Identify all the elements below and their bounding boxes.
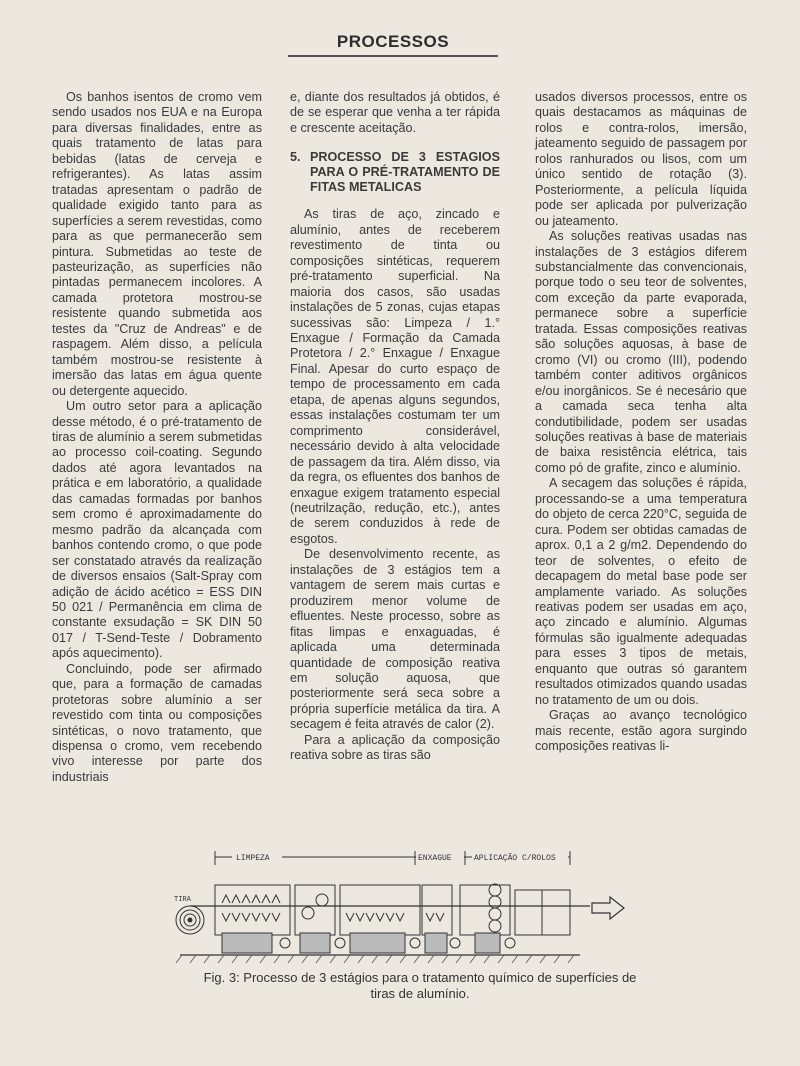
text-column-2 xyxy=(290,90,500,764)
coil-icon xyxy=(176,906,204,934)
dryer-unit xyxy=(515,890,570,935)
spray-nozzles xyxy=(222,895,280,921)
paragraph: Graças ao avanço tecnológico mais recente, estão agora surgindo composições reativas li- xyxy=(535,708,747,754)
brush-unit xyxy=(295,885,335,953)
label-aplicacao: APLICAÇÃO C/ROLOS xyxy=(474,854,556,863)
page-title: PROCESSOS xyxy=(336,32,450,51)
arrow-right-icon xyxy=(592,897,624,919)
header-divider xyxy=(288,55,498,57)
paragraph: As tiras de aço, zincado e alumínio, antes de receberem revestimento de tinta ou composições sintéticas, requerem pré-tratamento superficial. Na maioria dos casos, são usadas instalações de 5 zonas, cujas etapas sucessivas são: Limpeza / 1.° Enxague / Formação da Camada Protetora / 2.° Enxague / Enxague Final. Apesar do curto espaço de tempo de processamento em cada etapa, de apenas alguns segundos, essas instalações costumam ter um comprimento considerável, necessário devido à alta velocidade de passagem da tira. Além disso, via da regra, os efluentes dos banhos de enxague exigem tratamento especial (neutrilzação, redução, etc.), antes de serem conduzidos à rede de esgotos. xyxy=(290,207,500,546)
paragraph: e, diante dos resultados já obtidos, é de se esperar que venha a ter rápida e crescente aceitação. xyxy=(290,90,500,135)
text-column-1 xyxy=(52,90,262,785)
process-diagram xyxy=(160,845,640,975)
section-number: 5. xyxy=(290,150,301,165)
floor-hatch xyxy=(176,955,574,963)
paragraph: Um outro setor para a aplicação desse método, é o pré-tratamento de tiras de alumínio a serem submetidas ao processo coil-coating. Segundo dados até agora levantados na prática e em laboratório, a qualidade das camadas formadas por banhos sem cromo é aproximadamente do mesmo padrão da alcançada com banhos contendo cromo, o que pode ser constatado através da realização de diversos ensaios (Salt-Spray com adição de ácido acético = ESS DIN 50 021 / Permanência em clima de constante exsudação = SK DIN 50 017 / T-Send-Teste / Dobramento após aquecimento). xyxy=(52,399,262,661)
label-tira: TIRA xyxy=(174,896,191,904)
paragraph: Concluindo, pode ser afirmado que, para a formação de camadas protetoras sobre alumínio a ser revestido com tinta ou composições sintéticas, o novo tratamento, que dispensa o cromo, vem recebendo vivo interesse por parte dos industriais xyxy=(52,661,262,784)
section-heading xyxy=(290,150,500,195)
label-limpeza: LIMPEZA xyxy=(236,854,270,863)
paragraph: Para a aplicação da composição reativa sobre as tiras são xyxy=(290,732,500,763)
roller-coater xyxy=(460,884,510,953)
label-enxague: ENXAGUE xyxy=(418,854,452,863)
figure-caption: Fig. 3: Processo de 3 estágios para o tratamento químico de superfícies de tiras de alumínio. xyxy=(203,970,637,1001)
paragraph: A secagem das soluções é rápida, processando-se a uma temperatura do objeto de cerca 220°C, seguida de cura. Podem ser obtidas camadas de aprox. 0,1 a 2 g/m2. Dependendo do teor de solventes, o efeito de decapagem do metal base pode ser amplamente variado. As soluções reativas podem ser usadas em aço, aço zincado e alumínio. Algumas fórmulas são igualmente adequadas para esses 3 tipos de metais, enquanto que outras só garantem resultados otimizados quando usadas no tratamento de um ou dois. xyxy=(535,476,747,707)
paragraph: De desenvolvimento recente, as instalações de 3 estágios tem a vantagem de serem mais curtas e produzirem menor volume de efluentes. Neste processo, sobre as fitas limpas e enxaguadas, é aplicada uma determinada quantidade de composição reativa em solução aquosa, que posteriormente será seca sobre a própria superfície metálica da tira. A secagem é feita através de calor (2). xyxy=(290,547,500,732)
cleaning-tank-2 xyxy=(340,885,420,953)
rinse-tank xyxy=(422,885,452,953)
paragraph: usados diversos processos, entre os quais destacamos as máquinas de rolos e contra-rolos, imersão, jateamento seguido de passagem por rolos ranhurados ou lisos, com um único sentido de rotação (3). Posteriormente, a película líquida pode ser aplicada por pulverização ou jateamento. xyxy=(535,90,747,228)
text-column-3 xyxy=(535,90,747,754)
section-title: PROCESSO DE 3 ESTAGIOS PARA O PRÉ-TRATAMENTO DE FITAS METALICAS xyxy=(310,150,500,195)
paragraph: Os banhos isentos de cromo vem sendo usados nos EUA e na Europa para diversas finalidades, entre as quais tratamento de latas para bebidas (latas de cerveja e refrigerantes). As latas assim tratadas apresentam o padrão de qualidade exigido tanto para as superfícies a serem revestidas, como para as que permanecerão sem pintura. Submetidas ao teste de pasteurização, as superfícies não pintadas permanecem incolores. A camada protetora mostrou-se resistente quando submetida aos testes da "Cruz de Andreas" e de raspagem. Além disso, a película também mostrou-se resistente à imersão das latas em água quente ou detergente aquecido. xyxy=(52,90,262,398)
paragraph: As soluções reativas usadas nas instalações de 3 estágios diferem substancialmente das convencionais, porque todo o seu teor de solventes, com exceção da parte evaporada, permanece sobre a superfície tratada. Essas composições reativas são soluções aquosas, à base de cromo (VI) ou cromo (III), podendo também conter aditivos orgânicos e/ou inorgânicos. Se é necesário que a camada seca tenha alta condutibilidade, podem ser usadas soluções reativas à base de materiais de baixa resistência elétrica, tais como pó de grafite, zinco e alumínio. xyxy=(535,229,747,475)
